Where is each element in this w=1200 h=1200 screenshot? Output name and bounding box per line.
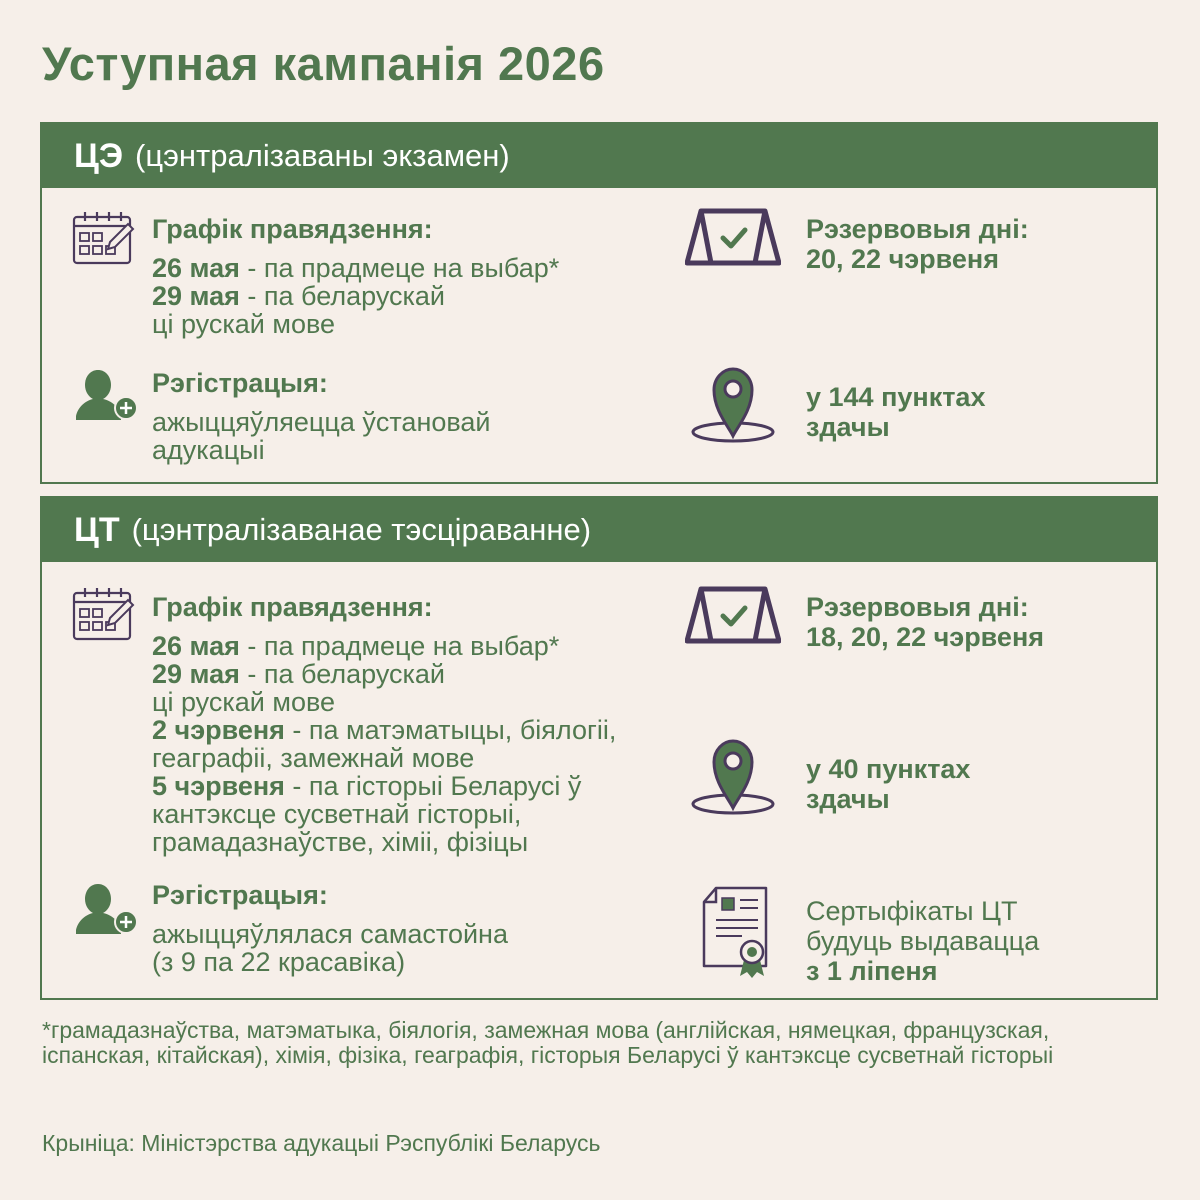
schedule-line: 26 мая - па прадмеце на выбар* xyxy=(152,253,560,283)
ct-schedule-heading: Графік правядзення: xyxy=(152,592,433,622)
schedule-line: кантэксце сусветнай гісторыі, xyxy=(152,799,522,829)
ce-reserve xyxy=(806,214,1029,274)
certificates-date: з 1 ліпеня xyxy=(806,956,938,986)
ct-card xyxy=(40,496,1158,1000)
ct-registration-heading: Рэгістрацыя: xyxy=(152,880,328,910)
calendar-icon xyxy=(72,586,136,642)
schedule-line: ці рускай мове xyxy=(152,309,336,339)
page-title: Уступная кампанія 2026 xyxy=(42,37,605,90)
user-add-icon xyxy=(74,880,140,938)
ct-reserve xyxy=(806,592,1044,652)
ct-schedule xyxy=(152,592,616,856)
ct-full-name: (цэнтралізаванае тэсціраванне) xyxy=(131,512,592,547)
ce-full-name: (цэнтралізаваны экзамен) xyxy=(135,138,510,173)
certificates-line: Сертыфікаты ЦТ xyxy=(806,896,1018,926)
ct-header xyxy=(42,498,1156,562)
ce-header xyxy=(42,124,1156,188)
source-credit: Крыніца: Міністэрства адукацыі Рэспублікі Беларусь xyxy=(42,1130,601,1156)
schedule-line: грамадазнаўстве, хіміі, фізіцы xyxy=(152,827,529,857)
points-line: у 144 пунктах xyxy=(806,382,986,412)
schedule-line: 26 мая - па прадмеце на выбар* xyxy=(152,631,560,661)
ce-abbr: ЦЭ xyxy=(74,136,124,175)
ce-schedule-heading: Графік правядзення: xyxy=(152,214,433,244)
calendar-check-icon xyxy=(685,586,781,644)
map-pin-icon xyxy=(688,738,778,818)
ct-abbr: ЦТ xyxy=(74,510,120,549)
schedule-line: 5 чэрвеня - па гісторыі Беларусі ў xyxy=(152,771,582,801)
calendar-icon xyxy=(72,210,136,266)
ct-reserve-dates: 18, 20, 22 чэрвеня xyxy=(806,622,1045,652)
footnote: *грамадазнаўства, матэматыка, біялогія, замежная мова (англійская, нямецкая, французская, іспанская, кітайская), хімія, фізіка, геаграфія, гісторыя Беларусі ў кантэксце сусветнай гісторыі xyxy=(42,1017,1054,1068)
registration-line: ажыццяўлялася самастойна xyxy=(152,919,508,949)
ct-points xyxy=(806,754,970,814)
user-add-icon xyxy=(74,366,140,424)
schedule-line: 29 мая - па беларускай xyxy=(152,281,446,311)
certificates-line: будуць выдавацца xyxy=(806,926,1040,956)
registration-line: адукацыі xyxy=(152,435,265,465)
schedule-line: геаграфіі, замежнай мове xyxy=(152,743,475,773)
points-line: здачы xyxy=(806,412,890,442)
certificate-icon xyxy=(702,886,772,980)
ce-reserve-heading: Рэзервовыя дні: xyxy=(806,214,1029,244)
schedule-line: 2 чэрвеня - па матэматыцы, біялогіі, xyxy=(152,715,617,745)
points-line: здачы xyxy=(806,784,890,814)
ct-registration xyxy=(152,880,508,976)
map-pin-icon xyxy=(688,366,778,446)
registration-line: (з 9 па 22 красавіка) xyxy=(152,947,406,977)
ce-points xyxy=(806,382,985,442)
ce-reserve-dates: 20, 22 чэрвеня xyxy=(806,244,999,274)
points-line: у 40 пунктах xyxy=(806,754,971,784)
ce-registration xyxy=(152,368,491,464)
ct-reserve-heading: Рэзервовыя дні: xyxy=(806,592,1029,622)
schedule-line: ці рускай мове xyxy=(152,687,336,717)
ce-card xyxy=(40,122,1158,484)
calendar-check-icon xyxy=(685,208,781,266)
ct-certificates xyxy=(806,896,1039,986)
registration-line: ажыццяўляецца ўстановай xyxy=(152,407,491,437)
schedule-line: 29 мая - па беларускай xyxy=(152,659,446,689)
ce-registration-heading: Рэгістрацыя: xyxy=(152,368,328,398)
ce-schedule xyxy=(152,214,559,338)
